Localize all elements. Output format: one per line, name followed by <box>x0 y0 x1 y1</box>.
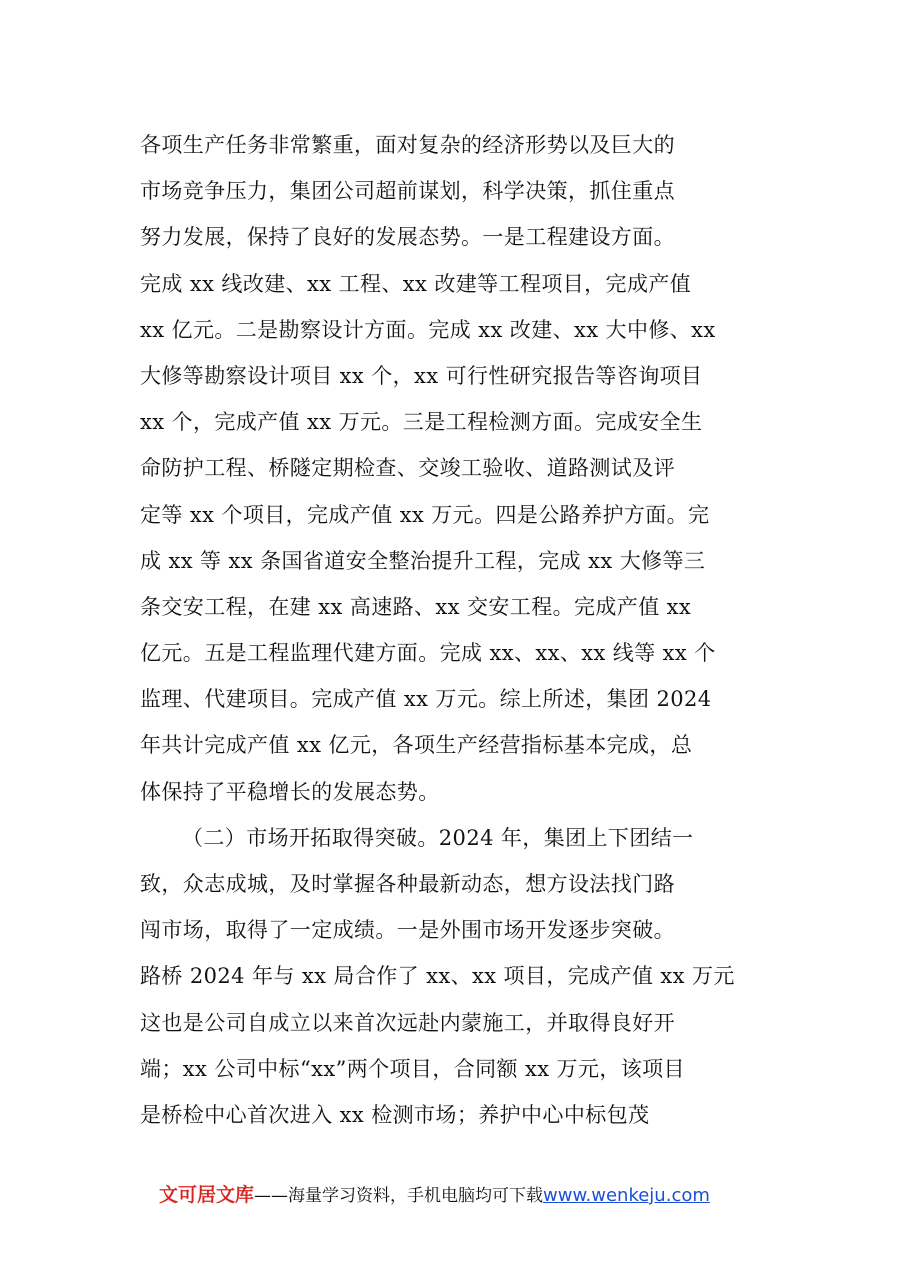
body-text <box>140 122 772 1138</box>
text-line: 成 xx 等 xx 条国省道安全整治提升工程，完成 xx 大修等三 <box>140 548 706 573</box>
footer-banner <box>159 1178 710 1212</box>
text-line: 努力发展，保持了良好的发展态势。一是工程建设方面。 <box>140 225 675 250</box>
text-line: 体保持了平稳增长的发展态势。 <box>140 779 440 804</box>
text-line: 定等 xx 个项目，完成产值 xx 万元。四是公路养护方面。完 <box>140 502 710 527</box>
text-line: 监理、代建项目。完成产值 xx 万元。综上所述，集团 2024 <box>140 687 712 712</box>
text-line: 亿元。五是工程监理代建方面。完成 xx、xx、xx 线等 xx 个 <box>140 641 716 666</box>
footer-website-link[interactable]: www.wenkeju.com <box>543 1185 710 1206</box>
footer-brand: 文可居文库 <box>159 1184 255 1206</box>
text-line: 命防护工程、桥隧定期检查、交竣工验收、道路测试及评 <box>140 456 675 481</box>
text-line: xx 个，完成产值 xx 万元。三是工程检测方面。完成安全生 <box>140 410 703 435</box>
text-line: 大修等勘察设计项目 xx 个，xx 可行性研究报告等咨询项目 <box>140 363 703 388</box>
text-line: 闯市场，取得了一定成绩。一是外围市场开发逐步突破。 <box>140 918 675 943</box>
text-line: 市场竞争压力，集团公司超前谋划，科学决策，抓住重点 <box>140 179 675 204</box>
text-line: 这也是公司自成立以来首次远赴内蒙施工，并取得良好开 <box>140 1010 675 1035</box>
text-line: 是桥检中心首次进入 xx 检测市场；养护中心中标包茂 <box>140 1102 650 1127</box>
text-line: xx 亿元。二是勘察设计方面。完成 xx 改建、xx 大中修、xx <box>140 317 716 342</box>
text-line: 各项生产任务非常繁重，面对复杂的经济形势以及巨大的 <box>140 133 675 157</box>
text-line: 端；xx 公司中标“xx”两个项目，合同额 xx 万元，该项目 <box>140 1056 685 1081</box>
footer-slogan: ——海量学习资料，手机电脑均可下载 <box>254 1186 544 1206</box>
text-line: 致，众志成城，及时掌握各种最新动态，想方设法找门路 <box>140 872 675 896</box>
text-line: 条交安工程，在建 xx 高速路、xx 交安工程。完成产值 xx <box>140 594 692 619</box>
text-line: （二）市场开拓取得突破。2024 年，集团上下团结一 <box>182 825 694 850</box>
text-line: 完成 xx 线改建、xx 工程、xx 改建等工程项目，完成产值 <box>140 271 692 296</box>
text-line: 年共计完成产值 xx 亿元，各项生产经营指标基本完成，总 <box>140 733 693 758</box>
text-line: 路桥 2024 年与 xx 局合作了 xx、xx 项目，完成产值 xx 万元 <box>140 964 735 989</box>
